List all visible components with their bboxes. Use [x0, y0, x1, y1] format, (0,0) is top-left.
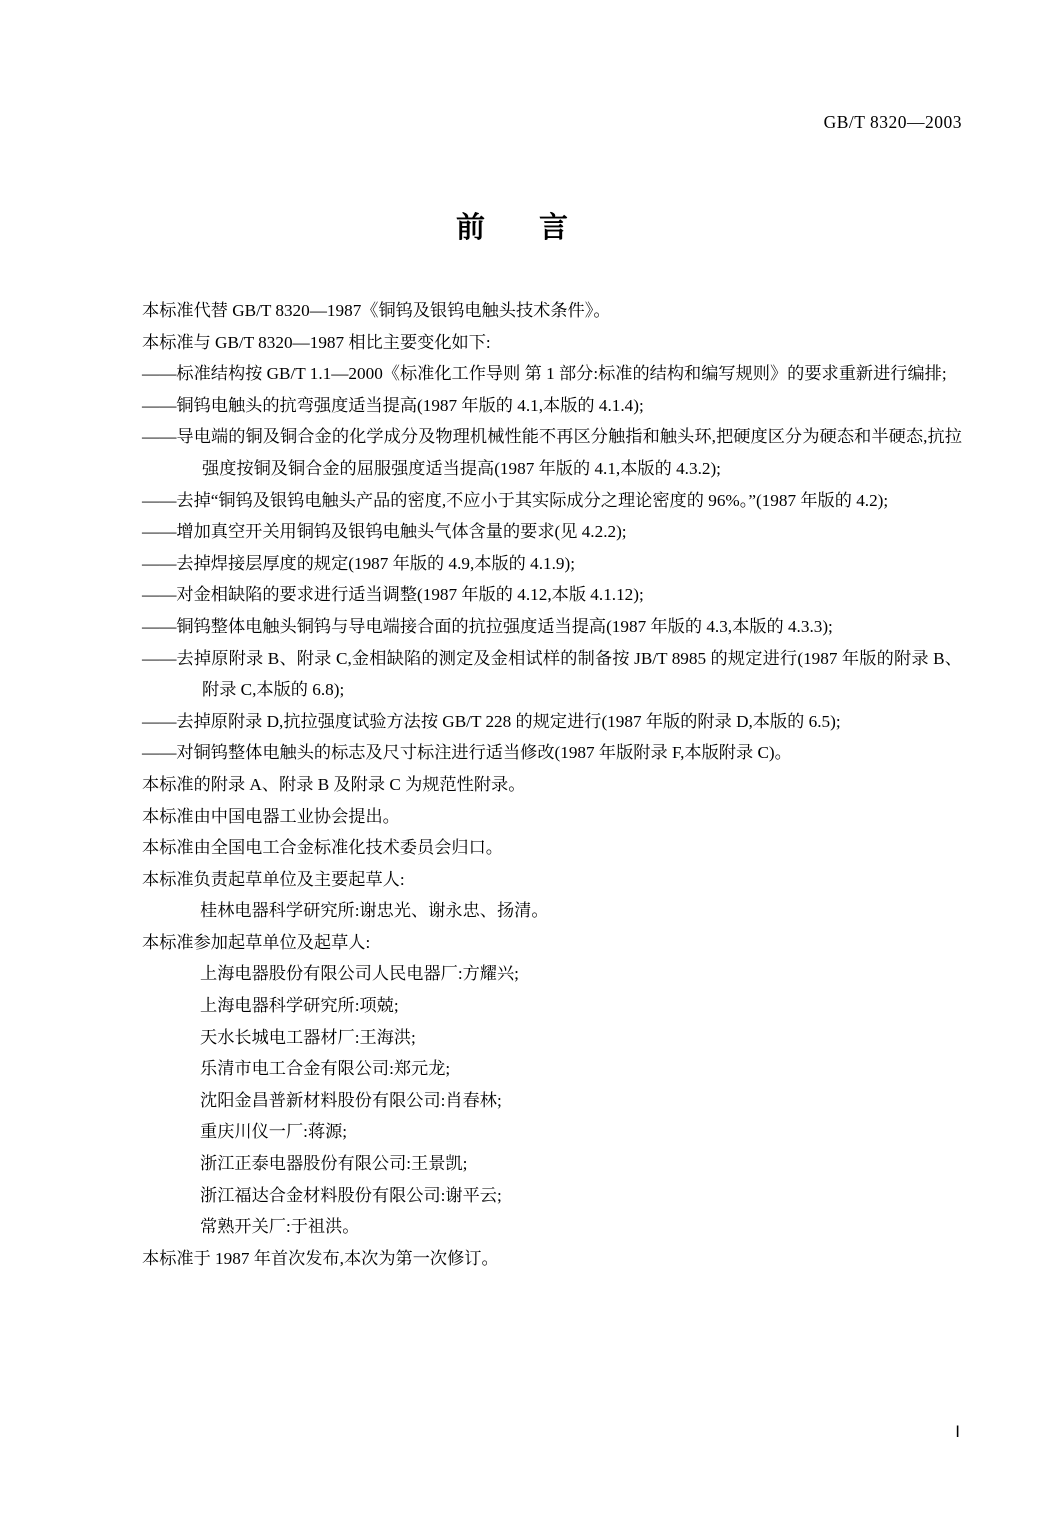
page-title: 前 言	[455, 210, 591, 244]
participating-drafter-entry: 天水长城电工器材厂:王海洪;	[200, 1027, 416, 1047]
paragraph-proposed-by: 本标准由中国电器工业协会提出。	[142, 806, 400, 826]
change-item: ——对铜钨整体电触头的标志及尺寸标注进行适当修改(1987 年版附录 F,本版附录 C)。	[142, 743, 792, 763]
paragraph-replaces: 本标准代替 GB/T 8320—1987《铜钨及银钨电触头技术条件》。	[142, 301, 611, 320]
participating-drafter-entry: 上海电器科学研究所:项兢;	[200, 996, 399, 1016]
participating-drafter-entry: 上海电器股份有限公司人民电器厂:方耀兴;	[200, 964, 519, 984]
change-item: ——去掉原附录 B、附录 C,金相缺陷的测定及金相试样的制备按 JB/T 8985 的规定进行(1987 年版的附录 B、附录 C,本版的 6.8);	[142, 648, 962, 700]
participating-drafter-entry: 重庆川仪一厂:蒋源;	[200, 1122, 348, 1142]
main-drafter-entry: 桂林电器科学研究所:谢忠光、谢永忠、扬清。	[200, 901, 549, 921]
change-item: ——去掉“铜钨及银钨电触头产品的密度,不应小于其实际成分之理论密度的 96%。”(1987 年版的 4.2);	[142, 490, 889, 510]
change-item: ——去掉原附录 D,抗拉强度试验方法按 GB/T 228 的规定进行(1987 年版的附录 D,本版的 6.5);	[142, 711, 841, 731]
change-item: ——增加真空开关用铜钨及银钨电触头气体含量的要求(见 4.2.2);	[142, 522, 627, 542]
participating-drafter-entry: 沈阳金昌普新材料股份有限公司:肖春林;	[200, 1090, 502, 1110]
page-header-standard-number: GB/T 8320—2003	[823, 112, 962, 132]
paragraph-participating-drafters-intro: 本标准参加起草单位及起草人:	[142, 932, 371, 952]
change-item: ——对金相缺陷的要求进行适当调整(1987 年版的 4.12,本版 4.1.12);	[142, 585, 644, 605]
paragraph-publication-history: 本标准于 1987 年首次发布,本次为第一次修订。	[142, 1248, 499, 1268]
paragraph-annexes: 本标准的附录 A、附录 B 及附录 C 为规范性附录。	[142, 774, 526, 794]
change-item: ——铜钨整体电触头铜钨与导电端接合面的抗拉强度适当提高(1987 年版的 4.3,本版的 4.3.3);	[142, 616, 833, 636]
foreword-body	[142, 295, 962, 1274]
change-item: ——导电端的铜及铜合金的化学成分及物理机械性能不再区分触指和触头环,把硬度区分为硬态和半硬态,抗拉强度按铜及铜合金的屈服强度适当提高(1987 年版的 4.1,本版的 4.3.2);	[142, 427, 962, 478]
change-item: ——铜钨电触头的抗弯强度适当提高(1987 年版的 4.1,本版的 4.1.4);	[142, 395, 644, 415]
paragraph-main-drafters-intro: 本标准负责起草单位及主要起草人:	[142, 869, 405, 889]
participating-drafter-entry: 浙江福达合金材料股份有限公司:谢平云;	[200, 1185, 502, 1205]
paragraph-administered-by: 本标准由全国电工合金标准化技术委员会归口。	[142, 838, 503, 858]
participating-drafter-entry: 常熟开关厂:于祖洪。	[200, 1217, 360, 1237]
change-item: ——去掉焊接层厚度的规定(1987 年版的 4.9,本版的 4.1.9);	[142, 553, 576, 573]
participating-drafter-entry: 乐清市电工合金有限公司:郑元龙;	[200, 1059, 451, 1079]
participating-drafter-entry: 浙江正泰电器股份有限公司:王景凯;	[200, 1154, 468, 1174]
paragraph-changes-intro: 本标准与 GB/T 8320—1987 相比主要变化如下:	[142, 332, 491, 352]
page-number: Ⅰ	[955, 1424, 960, 1441]
change-item: ——标准结构按 GB/T 1.1—2000《标准化工作导则 第 1 部分:标准的结构和编写规则》的要求重新进行编排;	[142, 364, 947, 384]
